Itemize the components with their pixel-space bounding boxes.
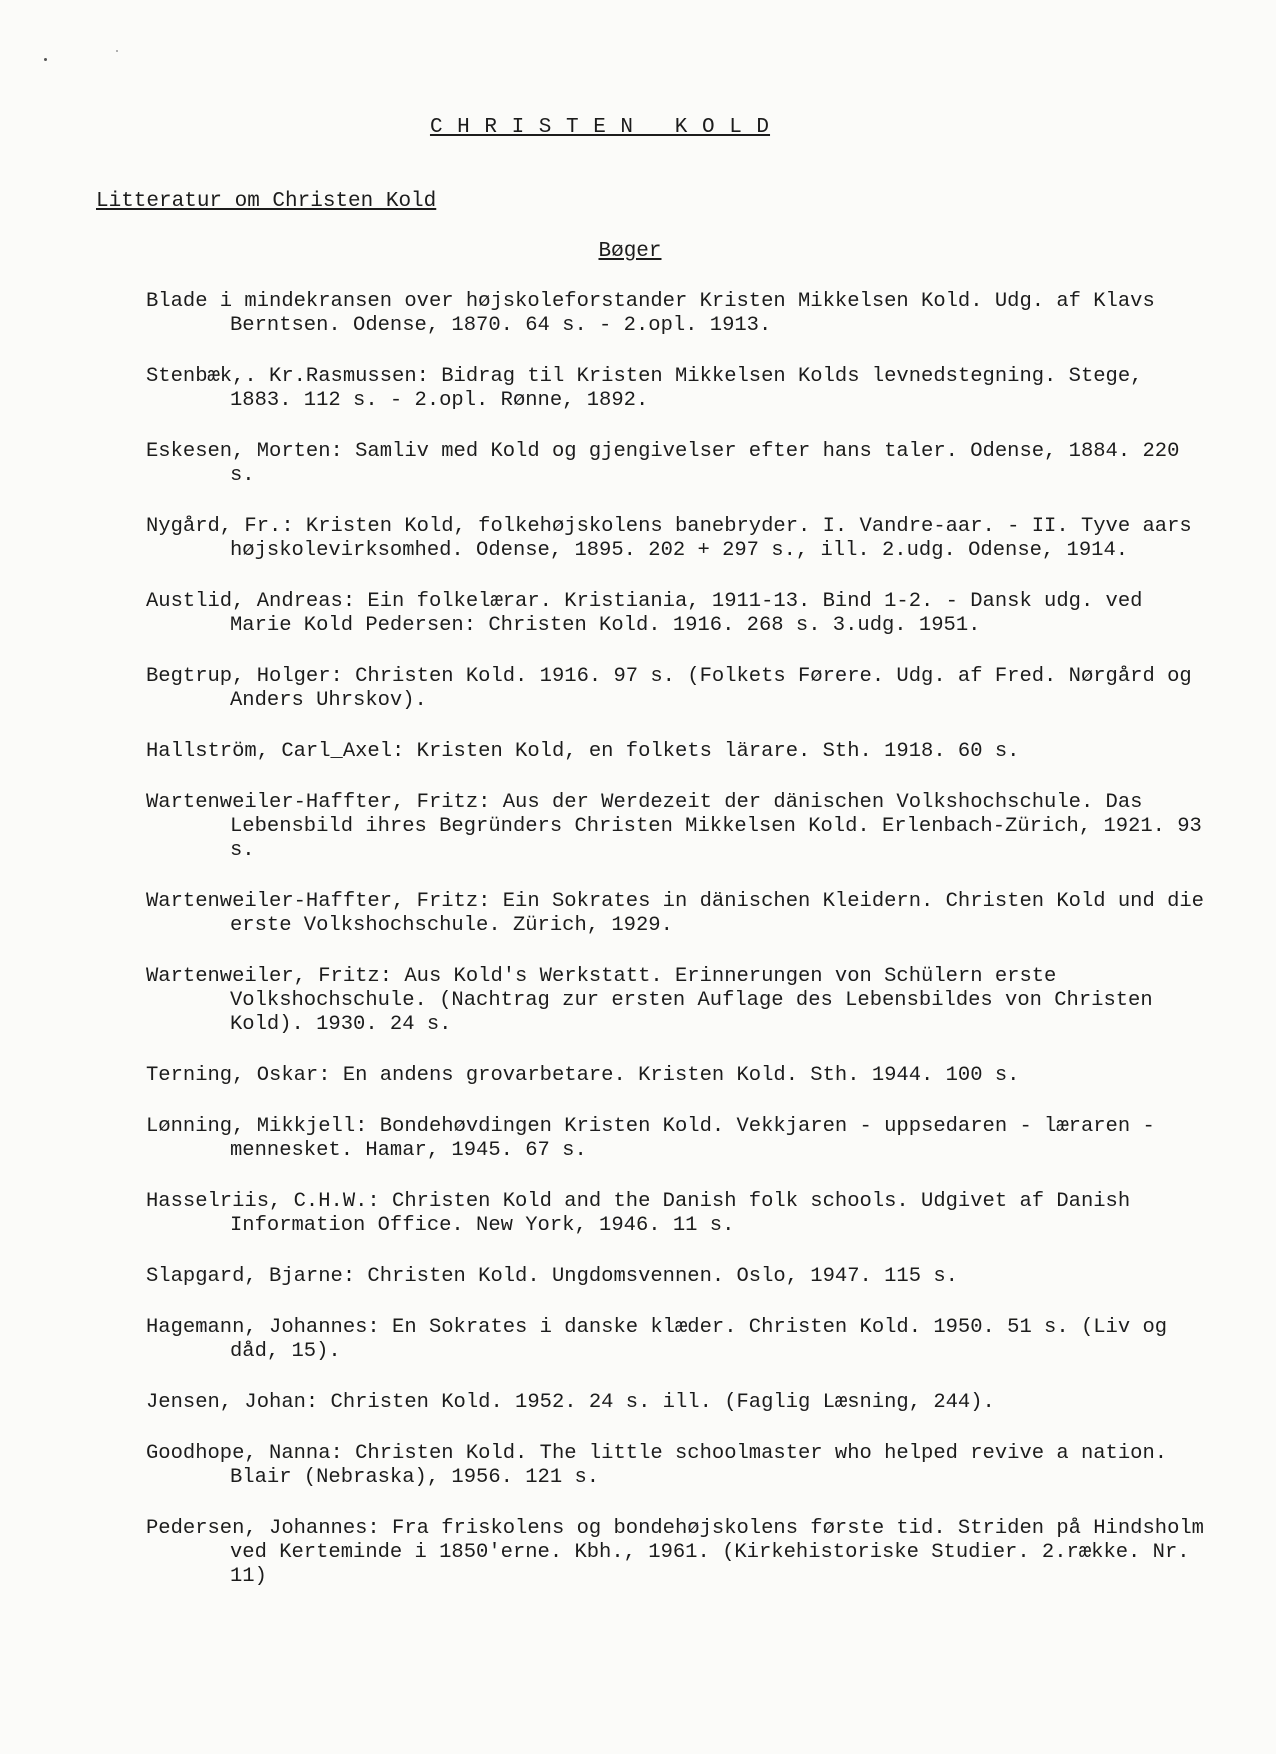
bibliography-entry: Slapgard, Bjarne: Christen Kold. Ungdomsvennen. Oslo, 1947. 115 s. [146, 1265, 958, 1288]
document-title: C H R I S T E N K O L D [429, 116, 771, 139]
bibliography-entry: Goodhope, Nanna: Christen Kold. The little schoolmaster who helped revive a nation. Blair (Nebraska), 1956. 121 s. [146, 1442, 1168, 1489]
bibliography-entry: Nygård, Fr.: Kristen Kold, folkehøjskolens banebryder. I. Vandre-aar. - II. Tyve aars højskolevirksomhed. Odense, 1895. 202 + 297 s., ill. 2.udg. Odense, 1914. [146, 515, 1192, 562]
scan-speck [116, 50, 118, 52]
bibliography-entry: Hallström, Carl_Axel: Kristen Kold, en folkets lärare. Sth. 1918. 60 s. [146, 740, 1020, 763]
bibliography-entry: Blade i mindekransen over højskoleforstander Kristen Mikkelsen Kold. Udg. af Klavs Berntsen. Odense, 1870. 64 s. - 2.opl. 1913. [146, 290, 1155, 337]
bibliography-entry: Wartenweiler-Haffter, Fritz: Ein Sokrates in dänischen Kleidern. Christen Kold und die erste Volkshochschule. Zürich, 1929. [146, 890, 1204, 937]
bibliography-entry: Wartenweiler-Haffter, Fritz: Aus der Werdezeit der dänischen Volkshochschule. Das Lebensbild ihres Begründers Christen Mikkelsen Kold. Erlenbach-Zürich, 1921. 93 s. [146, 791, 1202, 862]
bibliography-entry: Hagemann, Johannes: En Sokrates i danske klæder. Christen Kold. 1950. 51 s. (Liv og dåd, 15). [146, 1316, 1168, 1363]
bibliography-entry: Eskesen, Morten: Samliv med Kold og gjengivelser efter hans taler. Odense, 1884. 220 s. [146, 440, 1180, 487]
bibliography-entry: Wartenweiler, Fritz: Aus Kold's Werkstatt. Erinnerungen von Schülern erste Volkshochschule. (Nachtrag zur ersten Auflage des Lebensbildes von Christen Kold). 1930. 24 s. [146, 965, 1153, 1036]
scan-speck [44, 58, 47, 61]
bibliography-entry: Hasselriis, C.H.W.: Christen Kold and the Danish folk schools. Udgivet af Danish Information Office. New York, 1946. 11 s. [146, 1190, 1131, 1237]
section-heading: Litteratur om Christen Kold [96, 190, 437, 213]
bibliography-entry: Terning, Oskar: En andens grovarbetare. Kristen Kold. Sth. 1944. 100 s. [146, 1064, 1020, 1087]
bibliography-entry: Pedersen, Johannes: Fra friskolens og bondehøjskolens første tid. Striden på Hindsholm ved Kerteminde i 1850'erne. Kbh., 1961. (Kirkehistoriske Studier. 2.række. Nr. 11) [146, 1517, 1204, 1588]
bibliography-entry: Lønning, Mikkjell: Bondehøvdingen Kristen Kold. Vekkjaren - uppsedaren - læraren - mennesket. Hamar, 1945. 67 s. [146, 1115, 1155, 1162]
bibliography-entry: Stenbæk,. Kr.Rasmussen: Bidrag til Kristen Mikkelsen Kolds levnedstegning. Stege, 1883. 112 s. - 2.opl. Rønne, 1892. [146, 365, 1143, 412]
bibliography-list [146, 290, 1216, 1616]
subsection-heading: Bøger [598, 240, 662, 263]
bibliography-entry: Austlid, Andreas: Ein folkelærar. Kristiania, 1911-13. Bind 1-2. - Dansk udg. ved Marie Kold Pedersen: Christen Kold. 1916. 268 s. 3.udg. 1951. [146, 590, 1143, 637]
bibliography-entry: Jensen, Johan: Christen Kold. 1952. 24 s. ill. (Faglig Læsning, 244). [146, 1391, 995, 1414]
bibliography-entry: Begtrup, Holger: Christen Kold. 1916. 97 s. (Folkets Førere. Udg. af Fred. Nørgård og Anders Uhrskov). [146, 665, 1192, 712]
